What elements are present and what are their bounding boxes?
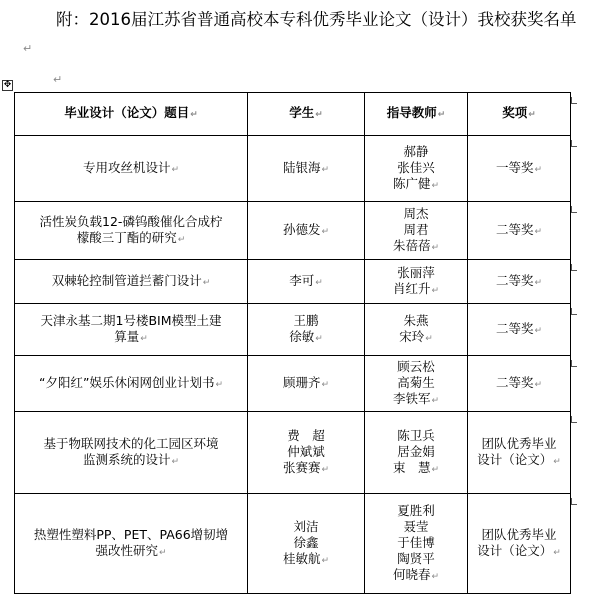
cell-title[interactable] [15, 412, 248, 494]
cell-advisors-line: 朱燕 [403, 312, 429, 328]
cell-title[interactable] [15, 494, 248, 594]
cell-advisors-line: 陶贤平 [397, 550, 435, 566]
row-end-mark-icon [571, 97, 577, 104]
paragraph-mark-icon: ↵ [553, 456, 561, 467]
header-award[interactable]: 奖项↵ [468, 93, 571, 136]
cell-award[interactable] [468, 304, 571, 356]
paragraph-mark-icon: ↵ [534, 226, 543, 237]
table-row [15, 136, 571, 202]
table-header-row [15, 93, 571, 136]
paragraph-mark-icon: ↵ [53, 73, 63, 86]
row-end-mark-icon [571, 140, 577, 147]
cell-advisors-line: 朱蓓蓓↵ [392, 237, 440, 253]
paragraph-mark-icon: ↵ [553, 547, 561, 558]
cell-title-line: 檬酸三丁酯的研究↵ [76, 229, 186, 245]
paragraph-mark-icon: ↵ [140, 333, 148, 344]
cell-award-line: 设计（论文）↵ [477, 542, 561, 558]
cell-award[interactable] [468, 136, 571, 202]
cell-title-line: 天津永基二期1号楼BIM模型土建 [40, 312, 222, 328]
cell-award-line: 二等奖↵ [495, 221, 543, 237]
cell-students-line: 刘洁 [293, 518, 319, 534]
cell-students-line: 王鹏 [293, 312, 319, 328]
cell-advisors-line: 高菊生 [397, 374, 435, 390]
paragraph-mark-icon: ↵ [321, 379, 330, 390]
cell-students[interactable] [248, 356, 365, 412]
row-end-mark-icon [571, 308, 577, 315]
cell-award-line: 团队优秀毕业 [481, 435, 557, 451]
row-end-mark-icon [571, 206, 577, 213]
cell-title-line: 监测系统的设计↵ [82, 451, 180, 467]
cell-award-line: 一等奖↵ [495, 159, 543, 175]
paragraph-mark-icon: ↵ [431, 242, 440, 253]
cell-advisors-line: 何晓春↵ [392, 566, 440, 582]
paragraph-mark-icon: ↵ [534, 379, 543, 390]
cell-advisors-line: 聂莹 [403, 518, 429, 534]
cell-title-line: “夕阳红”娱乐休闲网创业计划书↵ [39, 374, 223, 390]
row-end-mark-icon [571, 416, 577, 423]
cell-students-line: 张赛赛↵ [282, 459, 330, 475]
cell-title-line: 双棘轮控制管道拦蓄门设计↵ [51, 272, 211, 288]
cell-award[interactable] [468, 202, 571, 260]
cell-advisors-line: 居金娟 [397, 443, 435, 459]
paragraph-mark-icon: ↵ [215, 379, 223, 390]
cell-award[interactable] [468, 356, 571, 412]
cell-advisors-line: 于佳博 [397, 534, 435, 550]
paragraph-mark-icon: ↵ [425, 333, 433, 344]
document-title: 附：2016届江苏省普通高校本专科优秀毕业论文（设计）我校获奖名单↵ [23, 10, 577, 55]
cell-students-line: 费 超 [287, 427, 325, 443]
paragraph-mark-icon: ↵ [202, 277, 211, 288]
cell-students[interactable] [248, 494, 365, 594]
cell-advisors-line: 周君 [403, 221, 429, 237]
cell-advisors-line: 陈广健↵ [392, 175, 440, 191]
cell-students-line: 桂敏航↵ [282, 550, 330, 566]
cell-award[interactable] [468, 260, 571, 304]
paragraph-mark-icon: ↵ [177, 234, 186, 245]
cell-students[interactable] [248, 136, 365, 202]
paragraph-mark-icon: ↵ [321, 164, 330, 175]
paragraph-mark-icon: ↵ [171, 456, 180, 467]
cell-advisors-line: 束 慧↵ [392, 459, 440, 475]
paragraph-mark-icon: ↵ [315, 333, 323, 344]
table-row [15, 260, 571, 304]
cell-title-line: 基于物联网技术的化工园区环境 [43, 435, 219, 451]
table-row [15, 494, 571, 594]
cell-title[interactable] [15, 202, 248, 260]
paragraph-mark-icon: ↵ [431, 571, 440, 582]
cell-advisors-line: 陈卫兵 [397, 427, 435, 443]
table-row [15, 304, 571, 356]
cell-award-line: 团队优秀毕业 [481, 526, 557, 542]
table-row [15, 356, 571, 412]
cell-advisors[interactable] [365, 494, 468, 594]
cell-title-line: 专用攻丝机设计↵ [82, 159, 180, 175]
cell-advisors-line: 周杰 [403, 205, 429, 221]
cell-award-line: 二等奖↵ [495, 272, 543, 288]
award-table [14, 92, 571, 594]
cell-title[interactable] [15, 356, 248, 412]
cell-title-line: 热塑性塑料PP、PET、PA66增韧增 [33, 526, 229, 542]
cell-advisors-line: 顾云松 [397, 358, 435, 374]
cell-students-line: 陆银海↵ [282, 159, 330, 175]
cell-advisors-line: 张丽萍 [397, 264, 435, 280]
paragraph-mark-icon: ↵ [534, 277, 543, 288]
cell-title[interactable] [15, 304, 248, 356]
cell-students[interactable] [248, 412, 365, 494]
paragraph-mark-icon: ↵ [431, 285, 440, 296]
award-table-container [14, 92, 571, 594]
cell-award-line: 二等奖↵ [495, 320, 543, 336]
empty-paragraph [52, 68, 62, 87]
paragraph-mark-icon: ↵ [321, 226, 330, 237]
cell-students-line: 顾珊齐↵ [282, 374, 330, 390]
cell-students[interactable] [248, 304, 365, 356]
cell-award[interactable] [468, 494, 571, 594]
cell-students-line: 孙德发↵ [282, 221, 330, 237]
cell-students-line: 仲斌斌 [287, 443, 325, 459]
cell-students-line: 徐敏↵ [289, 328, 323, 344]
cell-advisors[interactable] [365, 304, 468, 356]
cell-advisors-line: 宋玲↵ [399, 328, 433, 344]
cell-students[interactable] [248, 202, 365, 260]
cell-students-line: 徐鑫 [293, 534, 319, 550]
paragraph-mark-icon: ↵ [431, 464, 440, 475]
cell-advisors-line: 郝静 [403, 143, 429, 159]
cell-advisors-line: 张佳兴 [397, 159, 435, 175]
paragraph-mark-icon: ↵ [321, 555, 330, 566]
row-end-mark-icon [571, 264, 577, 271]
cell-advisors[interactable] [365, 260, 468, 304]
header-student[interactable]: 学生↵ [248, 93, 365, 136]
cell-students[interactable] [248, 260, 365, 304]
row-end-mark-icon [571, 498, 577, 505]
paragraph-mark-icon: ↵ [431, 180, 440, 191]
table-row [15, 202, 571, 260]
cell-award[interactable] [468, 412, 571, 494]
paragraph-mark-icon: ↵ [321, 464, 330, 475]
cell-title-line: 算量↵ [114, 328, 148, 344]
row-end-mark-icon [571, 360, 577, 367]
cell-advisors[interactable] [365, 412, 468, 494]
table-row [15, 412, 571, 494]
cell-advisors-line: 李铁军↵ [392, 390, 440, 406]
paragraph-mark-icon: ↵ [534, 325, 543, 336]
paragraph-mark-icon: ↵ [171, 164, 180, 175]
cell-award-line: 设计（论文）↵ [477, 451, 561, 467]
paragraph-mark-icon: ↵ [23, 42, 33, 55]
cell-advisors[interactable] [365, 202, 468, 260]
header-title[interactable]: 毕业设计（论文）题目↵ [15, 93, 248, 136]
paragraph-mark-icon: ↵ [431, 395, 440, 406]
cell-title-line: 强改性研究↵ [95, 542, 167, 558]
paragraph-mark-icon: ↵ [158, 547, 167, 558]
cell-title[interactable] [15, 260, 248, 304]
cell-title-line: 活性炭负载12-磷钨酸催化合成柠 [39, 213, 223, 229]
paragraph-mark-icon: ↵ [315, 277, 323, 288]
cell-advisors-line: 肖红升↵ [392, 280, 440, 296]
paragraph-mark-icon: ↵ [534, 164, 543, 175]
cell-advisors[interactable] [365, 136, 468, 202]
cell-title[interactable] [15, 136, 248, 202]
cell-award-line: 二等奖↵ [495, 374, 543, 390]
cell-advisors-line: 夏胜利 [397, 502, 435, 518]
cell-advisors[interactable] [365, 356, 468, 412]
header-advisor[interactable]: 指导教师↵ [365, 93, 468, 136]
cell-students-line: 李可↵ [289, 272, 323, 288]
table-move-handle-icon[interactable]: ✥ [3, 80, 12, 90]
